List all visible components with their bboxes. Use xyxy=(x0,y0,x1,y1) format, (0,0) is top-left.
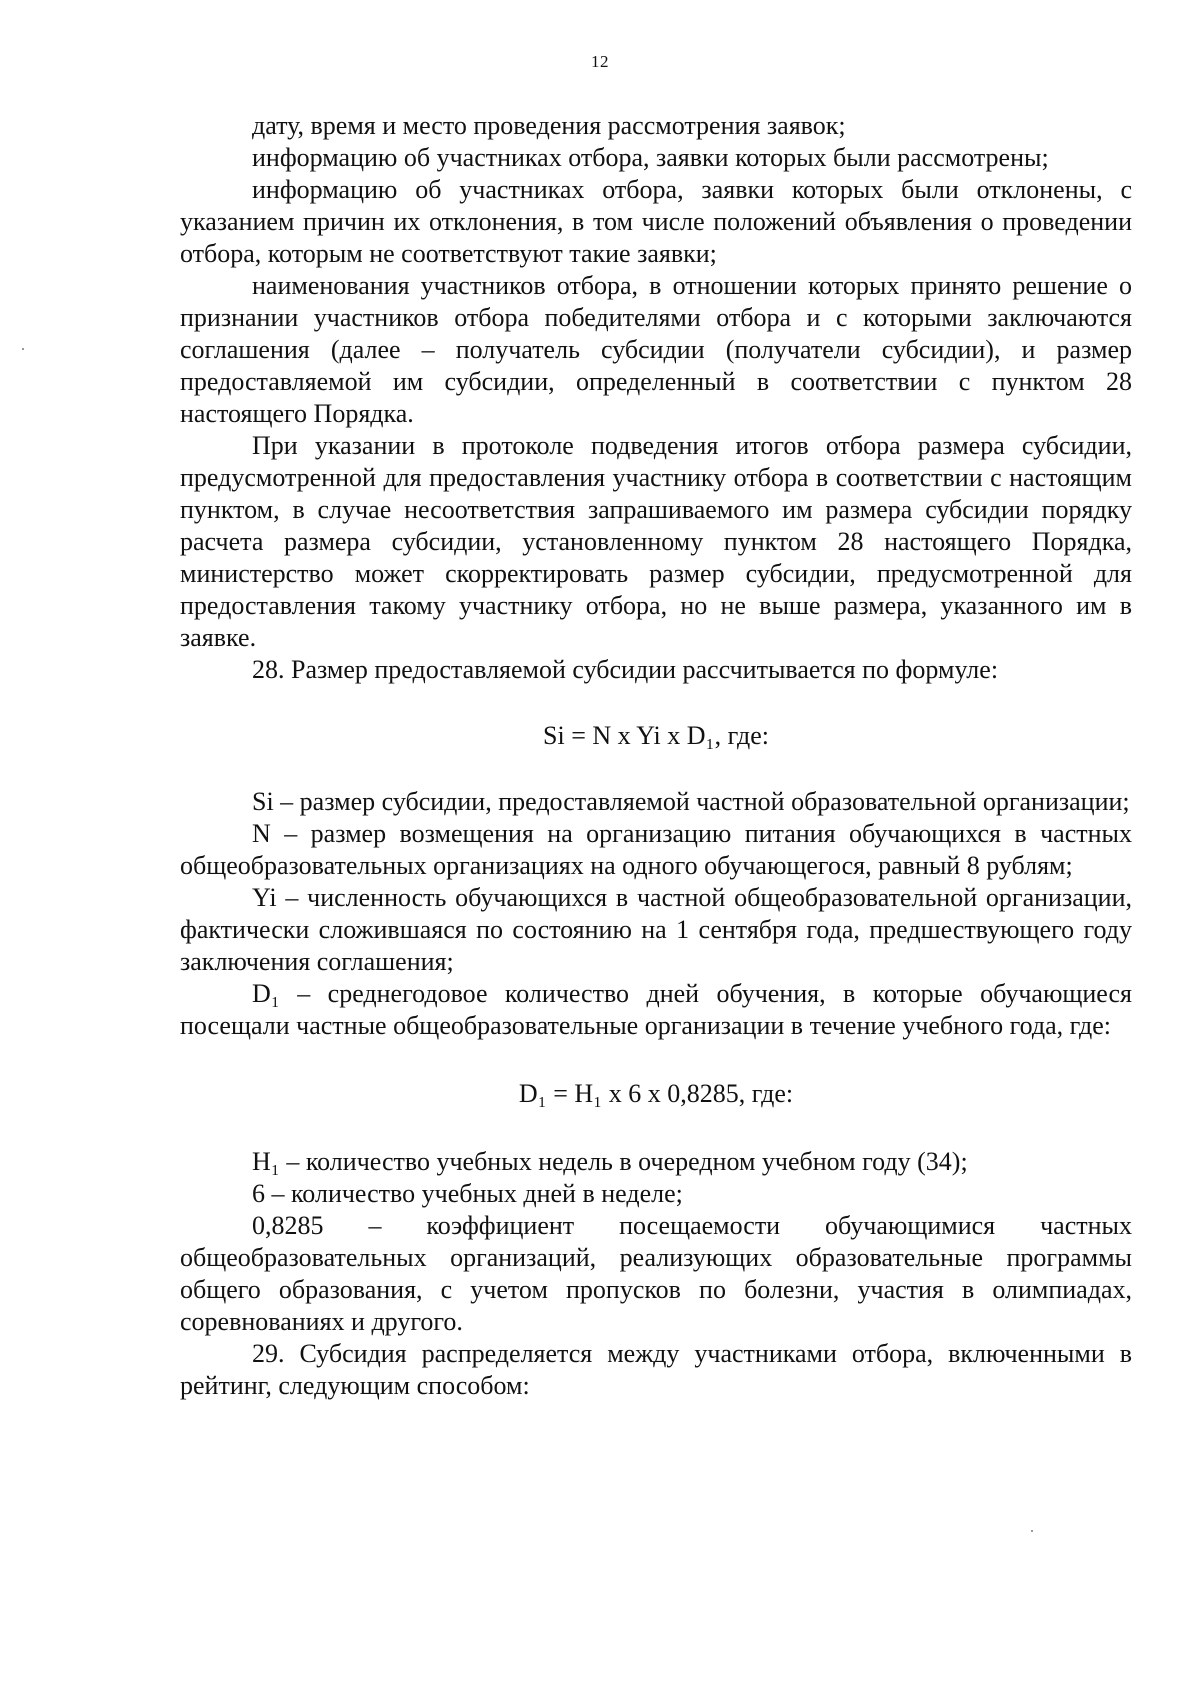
page-number: 12 xyxy=(591,52,609,71)
definition-n: N – размер возмещения на организацию питания обучающихся в частных общеобразовательных организациях на одного обучающегося, равный 8 рублям; xyxy=(180,819,1132,880)
definition-si: Si – размер субсидии, предоставляемой частной образовательной организации; xyxy=(252,787,1130,816)
paragraph-review-date: дату, время и место проведения рассмотрения заявок; xyxy=(252,111,846,140)
document-body xyxy=(180,110,1132,1402)
scan-speck-right xyxy=(1031,1530,1033,1532)
definition-d1: D₁ – среднегодовое количество дней обучения, в которые обучающиеся посещали частные общеобразовательные организации в течение учебного года, где: xyxy=(180,979,1132,1040)
paragraph-rejected-participants: информацию об участниках отбора, заявки которых были отклонены, с указанием причин их отклонения, в том числе положений объявления о проведении отбора, которым не соответствуют такие заявки; xyxy=(180,175,1132,268)
formula-subsidy: Si = N x Yi x D₁, где: xyxy=(543,721,769,750)
definition-h1: H₁ – количество учебных недель в очередном учебном году (34); xyxy=(252,1147,968,1176)
paragraph-winner-names: наименования участников отбора, в отношении которых принято решение о признании участников отбора победителями отбора и с которыми заключаются соглашения (далее – получатель субсидии (получатели субсидии), и размер предоставляемой им субсидии, определенный в соответствии с пунктом 28 настоящего Порядка. xyxy=(180,271,1132,428)
paragraph-item-28: 28. Размер предоставляемой субсидии рассчитывается по формуле: xyxy=(252,655,999,684)
definition-coefficient: 0,8285 – коэффициент посещаемости обучающимися частных общеобразовательных организаций, реализующих образовательные программы общего образования, с учетом пропусков по болезни, участия в олимпиадах, соревнованиях и другого. xyxy=(180,1211,1132,1336)
paragraph-reviewed-participants: информацию об участниках отбора, заявки которых были рассмотрены; xyxy=(252,143,1049,172)
definition-yi: Yi – численность обучающихся в частной общеобразовательной организации, фактически сложившаяся по состоянию на 1 сентября года, предшествующего году заключения соглашения; xyxy=(180,883,1132,976)
definition-six: 6 – количество учебных дней в неделе; xyxy=(252,1179,683,1208)
paragraph-subsidy-adjustment: При указании в протоколе подведения итогов отбора размера субсидии, предусмотренной для предоставления участнику отбора в соответствии с настоящим пунктом, в случае несоответствия запрашиваемого им размера субсидии порядку расчета размера субсидии, установленному пунктом 28 настоящего Порядка, министерство может скорректировать размер субсидии, предусмотренной для предоставления такому участнику отбора, но не выше размера, указанного им в заявке. xyxy=(180,431,1132,652)
scan-speck-left xyxy=(22,348,24,350)
paragraph-item-29: 29. Субсидия распределяется между участниками отбора, включенными в рейтинг, следующим способом: xyxy=(180,1339,1132,1400)
formula-days: D₁ = H₁ x 6 x 0,8285, где: xyxy=(518,1079,794,1108)
